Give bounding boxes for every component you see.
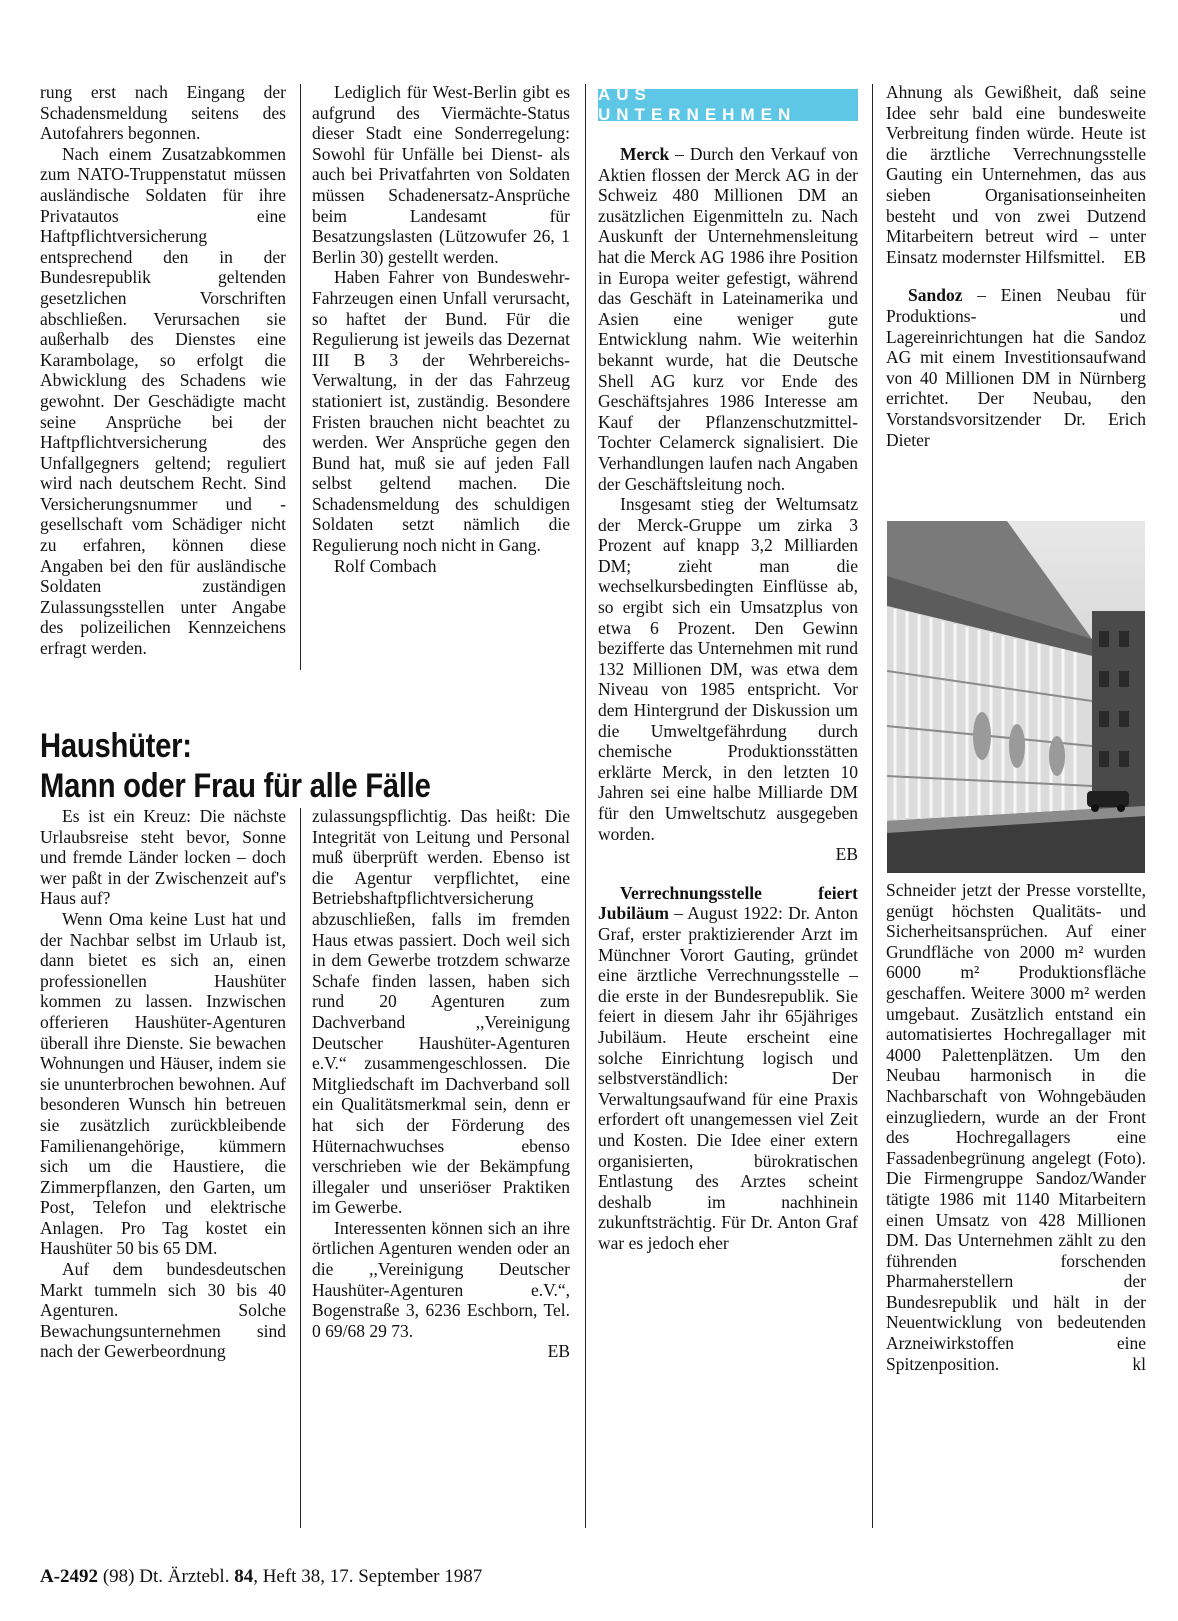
verrechnungsstelle-signature: EB bbox=[1123, 246, 1146, 267]
headline-line-1: Haushüter: bbox=[40, 727, 192, 765]
merck-paragraph-1: – Durch den Verkauf von Aktien flossen der Merck AG in der Schweiz 480 Millionen DM an zusätzlichen Eigenmitteln zu. Nach Auskunft der Unternehmensleitung hat die Merck AG 1986 ihre Position in Europa weiter gefestigt, während das Geschäft in Lateinamerika und Asien eine weniger gute Entwicklung nahm. Wie weiterhin bekannt wurde, hat die Deutsche Shell AG kurz vor Ende des Geschäftsjahres 1986 Interesse am Kauf der Pflanzenschutzmittel-Tochter Celamerck signalisiert. Die Verhandlungen laufen nach Angaben der Geschäftsleitung noch. bbox=[598, 144, 858, 494]
verrechnungsstelle-name: Verrechnungsstelle feiert Jubiläum bbox=[598, 882, 858, 924]
sandoz-paragraph-1: – Einen Neubau für Produktions- und Lagereinrichtungen hat die Sandoz AG mit einem Investitionsaufwand von 40 Millionen DM in Nürnberg errichtet. Der Neubau, den Vorstandsvorsitzender Dr. Erich Dieter bbox=[886, 285, 1146, 450]
column-divider-3 bbox=[585, 84, 586, 1528]
haushueter-paragraph-2: Wenn Oma keine Lust hat und der Nachbar selbst im Urlaub ist, dann bietet es sich an, einen professionellen Haushüter kommen zu lassen. Inzwischen offerieren Haushüter-Agenturen überall ihre Dienste. Sie bewachen Wohnungen und Häuser, indem sie sie ununterbrochen bewohnen. Auf besonderen Wunsch hin betreuen sie zusätzlich zurückbleibende Familienangehörige, kümmern sich um die Haustiere, die Zimmerpflanzen, den Garten, um Post, Telefon und elektrische Anlagen. Pro Tag kostet ein Haushüter 50 bis 65 DM. bbox=[40, 908, 286, 1259]
haushueter-paragraph-3: Auf dem bundesdeutschen Markt tummeln sich 30 bis 40 Agenturen. Solche Bewachungsunternehmen sind nach der Gewerbeordnung bbox=[40, 1259, 286, 1362]
merck-name: Merck bbox=[620, 144, 670, 164]
section-kicker-label: AUS UNTERNEHMEN bbox=[598, 85, 797, 124]
footer-volume: 84 bbox=[234, 1566, 254, 1587]
sandoz-building-illustration bbox=[887, 521, 1145, 873]
haushueter-column-a bbox=[40, 806, 286, 1362]
sandoz-paragraph-2: Schneider jetzt der Presse vorstellte, genügt höchsten Qualitäts- und Sicherheitsansprüchen. Auf einer Grundfläche von 2000 m² wurden 6000 m² Produktionsfläche geschaffen. Weitere 3000 m² werden umgebaut. Zusätzlich entstand ein automatisiertes Hochregallager mit 4000 Palettenplätzen. Um den Neubau harmonisch in die Nachbarschaft von Wohngebäuden einzugliedern, wurde an der Front des Hochregallagers eine Fassadenbegrünung angelegt (Foto). Die Firmengruppe Sandoz/Wander tätigte 1986 mit 1140 Mitarbeitern einen Umsatz von 428 Millionen DM. Das Unternehmen zählt zu den führenden forschenden Pharmaherstellern der Bundesrepublik und hält in der Neuentwicklung von bedeutenden Arzneiwirkstoffen eine Spitzenposition. bbox=[886, 880, 1146, 1374]
column-divider-1 bbox=[300, 84, 301, 670]
sandoz-signature: kl bbox=[1132, 1353, 1146, 1374]
col2-paragraph-2: Haben Fahrer von Bundeswehr-Fahrzeugen einen Unfall verursacht, so haftet der Bund. Für die Regulierung ist jeweils das Dezernat III B 3 der Wehrbereichs-Verwaltung, in der das Fahrzeug stationiert ist, zuständig. Besondere Fristen brauchen nicht beachtet zu werden. Wer Ansprüche gegen den Bund hat, muß sie auf jeden Fall selbst geltend machen. Die Schadensmeldung des schuldigen Soldaten setzt nämlich die Regulierung noch nicht in Gang. bbox=[312, 267, 570, 556]
haushueter-column-b bbox=[312, 806, 570, 1362]
haushueter-paragraph-1: Es ist ein Kreuz: Die nächste Urlaubsreise steht bevor, Sonne und fremde Länder locken – doch wer paßt in der Zwischenzeit auf's Haus auf? bbox=[40, 806, 286, 909]
column-4 bbox=[886, 82, 1146, 450]
haushueter-signature: EB bbox=[547, 1341, 570, 1362]
page-footer bbox=[40, 1566, 482, 1588]
footer-journal: (98) Dt. Ärztebl. bbox=[102, 1566, 230, 1587]
article-author: Rolf Combach bbox=[334, 555, 437, 576]
article-headline bbox=[40, 726, 504, 806]
column-1 bbox=[40, 82, 286, 659]
col1-paragraph-2: Nach einem Zusatzabkommen zum NATO-Truppenstatut müssen ausländische Soldaten für ihre Privatautos eine Haftpflichtversicherung entsprechend den in der Bundesrepublik geltenden gesetzlichen Vorschriften abschließen. Verursachen sie außerhalb des Dienstes eine Karambolage, so erfolgt die Abwicklung des Schadens wie gewohnt. Der Geschädigte macht seine Ansprüche bei der Haftpflichtversicherung des Unfallgegners geltend; reguliert wird nach deutschem Recht. Sind Versicherungsnummer und -gesellschaft vom Schädiger nicht zu erfahren, können diese Angaben bei den für ausländische Soldaten zuständigen Zulassungsstellen unter Angabe des polizeilichen Kennzeichens erfragt werden. bbox=[40, 143, 286, 659]
page-number: A-2492 bbox=[40, 1566, 99, 1587]
column-divider-2 bbox=[300, 808, 301, 1528]
headline-line-2: Mann oder Frau für alle Fälle bbox=[40, 767, 431, 805]
column-divider-4 bbox=[872, 84, 873, 1528]
column-3 bbox=[598, 144, 858, 1253]
col2-paragraph-1: Lediglich für West-Berlin gibt es aufgrund des Viermächte-Status dieser Stadt eine Sonderregelung: Sowohl für Unfälle bei Dienst- als auch bei Privatfahrten von Soldaten müssen Schadenersatz-Ansprüche beim Landesamt für Besatzungslasten (Lützowufer 26, 1 Berlin 30) gestellt werden. bbox=[312, 82, 570, 267]
haushueter-paragraph-5: Interessenten können sich an ihre örtlichen Agenturen wenden oder an die ,,Vereinigung Deutscher Haushüter-Agenturen e.V.“, Bogenstraße 3, 6236 Eschborn, Tel. 0 69/68 29 73. bbox=[312, 1217, 570, 1341]
sandoz-building-photo bbox=[887, 521, 1145, 873]
haushueter-paragraph-4: zulassungspflichtig. Das heißt: Die Integrität von Leitung und Personal muß überprüft werden. Ebenso ist die Agentur verpflichtet, eine Betriebshaftpflichtversicherung abzuschließen, falls im fremden Haus etwas passiert. Doch weil sich in dem Gewerbe trotzdem schwarze Schafe finden lassen, haben sich rund 20 Agenturen zum Dachverband ,,Vereinigung Deutscher Haushüter-Agenturen e.V.“ zusammengeschlossen. Die Mitgliedschaft im Dachverband soll ein Qualitätsmerkmal sein, denn er hat sich der Förderung des Hüternachwuchses ebenso verschrieben wie der Bekämpfung illegaler und unseriöser Praktiken im Gewerbe. bbox=[312, 806, 570, 1218]
section-kicker bbox=[598, 85, 858, 124]
column-4-lower bbox=[886, 880, 1146, 1374]
sandoz-name: Sandoz bbox=[908, 285, 963, 306]
verrechnungsstelle-continuation: Ahnung als Gewißheit, daß seine Idee sehr bald eine bundesweite Verbreitung finden würde. Heute ist die ärztliche Verrechnungsstelle Gauting ein Unternehmen, das aus sieben Organisationseinheiten besteht und von zwei Dutzend Mitarbeitern betreut wird – unter Einsatz modernster Hilfsmittel. bbox=[886, 82, 1146, 267]
col1-paragraph-1: rung erst nach Eingang der Schadensmeldung seitens des Autofahrers begonnen. bbox=[40, 82, 286, 144]
verrechnungsstelle-paragraph: – August 1922: Dr. Anton Graf, erster praktizierender Arzt im Münchner Vorort Gauting, gründet eine ärztliche Verrechnungsstelle – die erste in der Bundesrepublik. Sie feiert in diesem Jahr ihr 65jähriges Jubiläum. Heute erscheint eine solche Einrichtung logisch und selbstverständlich: Der Verwaltungsaufwand für eine Praxis erfordert oft unangemessen viel Zeit und Kosten. Die Idee einer extern organisierten, bürokratischen Entlastung des Arztes scheint deshalb im nachhinein zukunftsträchtig. Für Dr. Anton Graf war es jedoch eher bbox=[598, 903, 858, 1253]
footer-issue: , Heft 38, 17. September 1987 bbox=[253, 1566, 483, 1587]
merck-paragraph-2: Insgesamt stieg der Weltumsatz der Merck-Gruppe um zirka 3 Prozent auf knapp 3,2 Milliarden DM; zieht man die wechselkursbedingten Einflüsse ab, so ergibt sich ein Umsatzplus von etwa 6 Prozent. Den Gewinn bezifferte das Unternehmen mit rund 132 Millionen DM, was etwa dem Niveau von 1985 entspricht. Vor dem Hintergrund der Diskussion um die Umweltgefährdung durch chemische Produktionsstätten erklärte Merck, in den letzten 10 Jahren sei eine halbe Milliarde DM für den Umweltschutz ausgegeben worden. bbox=[598, 494, 858, 844]
merck-signature: EB bbox=[835, 844, 858, 865]
column-2 bbox=[312, 82, 570, 576]
